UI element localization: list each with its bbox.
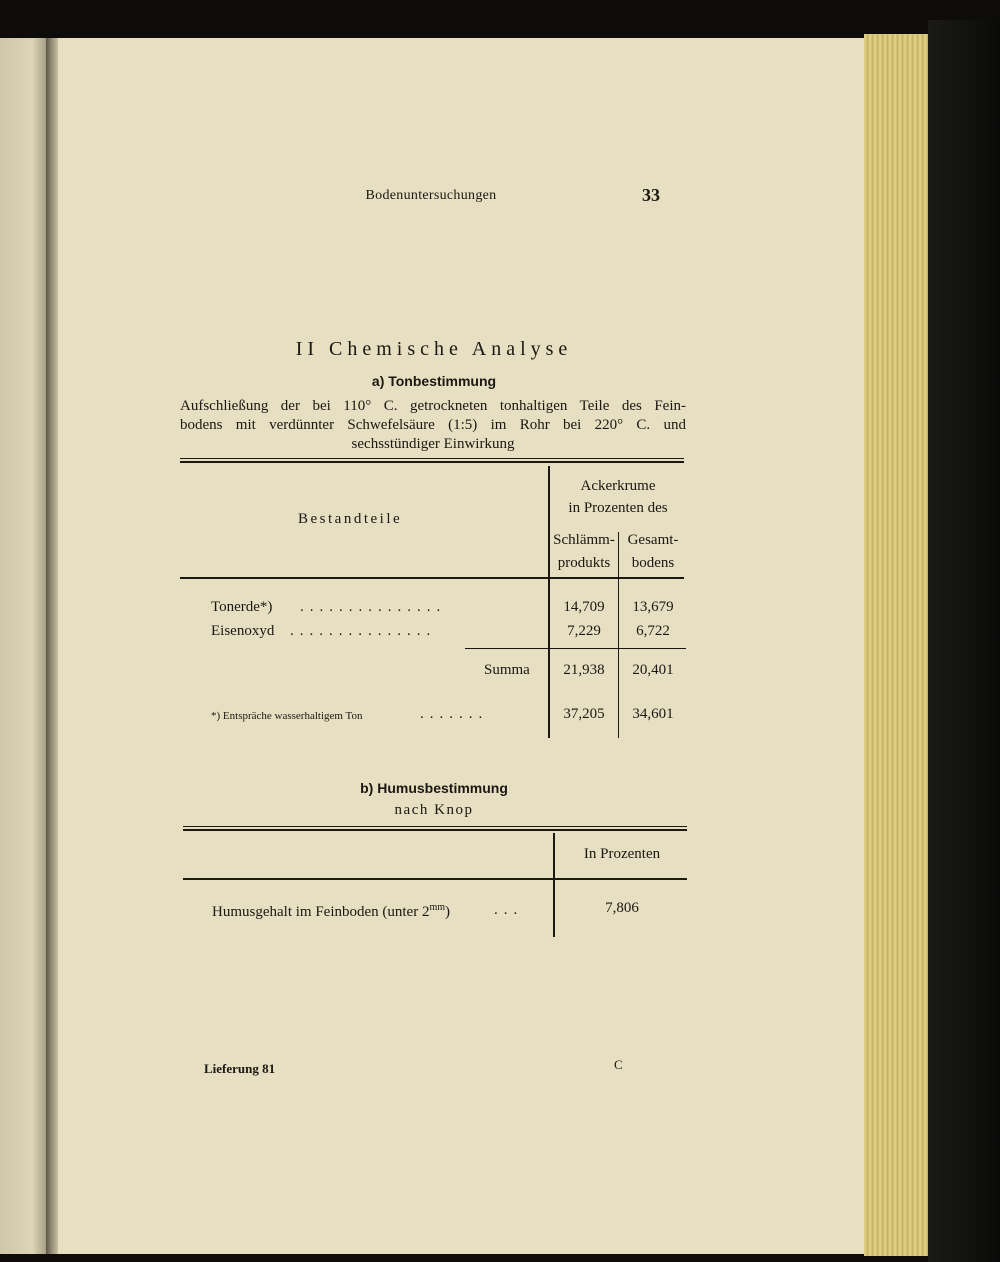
sum-rule [465, 648, 686, 649]
subsection-b-subheading: nach Knop [394, 802, 474, 818]
dot-leader: ....... [420, 706, 489, 722]
column-header-percent: In Prozenten [583, 846, 661, 862]
row-label-humus: Humusgehalt im Feinboden (unter $2^{mm}$) [212, 902, 451, 920]
column-group-header: Ackerkrume [580, 478, 656, 494]
value-gesamt: 6,722 [636, 623, 670, 639]
description-line: sechsstündiger Einwirkung [351, 436, 515, 452]
column-group-subheader: in Prozenten des [568, 500, 668, 516]
table-header-rule [183, 878, 687, 880]
subsection-a-heading: a) Tonbestimmung [371, 373, 497, 389]
footnote-label: *) Entspräche wasserhaltigem Ton [211, 710, 363, 722]
running-head: Bodenuntersuchungen [365, 188, 497, 203]
page-number: 33 [642, 185, 660, 205]
column-header-components: Bestandteile [298, 511, 403, 527]
footnote-value-gesamt: 34,601 [632, 706, 674, 722]
table-rule-top [183, 826, 687, 827]
footer-signature-mark: Lieferung 81 [204, 1061, 276, 1076]
book-gutter [46, 38, 58, 1254]
sum-value-schlaemm: 21,938 [563, 662, 605, 678]
column-header-bodens: bodens [631, 555, 675, 571]
dot-leader: ............... [290, 623, 437, 639]
row-label-tonerde: Tonerde*) [211, 599, 273, 615]
table-header-rule [180, 577, 684, 579]
table-rule-top [183, 829, 687, 831]
description-line: bodens mit verdünnter Schwefelsäure (1:5) im Rohr bei 220° C. und [180, 417, 686, 433]
footer-sheet-mark: C [614, 1057, 623, 1072]
value-schlaemm: 14,709 [563, 599, 605, 615]
dot-leader: ............... [300, 599, 447, 615]
table-rule-top [180, 458, 684, 459]
row-label-eisenoxyd: Eisenoxyd [211, 623, 275, 639]
book-page [58, 38, 864, 1254]
page-edges [864, 34, 930, 1256]
description-line: Aufschließung der bei 110° C. getrockneten tonhaltigen Teile des Fein- [180, 398, 686, 414]
sum-value-gesamt: 20,401 [632, 662, 674, 678]
subsection-a-description [180, 397, 686, 454]
column-header-schlaemm: Schlämm- [553, 532, 615, 548]
sum-label: Summa [484, 662, 530, 678]
subsection-b-heading: b) Humusbestimmung [360, 780, 508, 796]
footnote-value-schlaemm: 37,205 [563, 706, 605, 722]
previous-page-edge [0, 38, 46, 1254]
table-rule-top [180, 461, 684, 463]
column-header-gesamt: Gesamt- [627, 532, 679, 548]
value-schlaemm: 7,229 [567, 623, 601, 639]
section-title: II Chemische Analyse [295, 338, 573, 360]
value-gesamt: 13,679 [632, 599, 674, 615]
humus-value: 7,806 [605, 900, 639, 916]
dot-leader: ... [494, 902, 524, 918]
book-cover [928, 20, 1000, 1262]
column-header-produkts: produkts [557, 555, 611, 571]
